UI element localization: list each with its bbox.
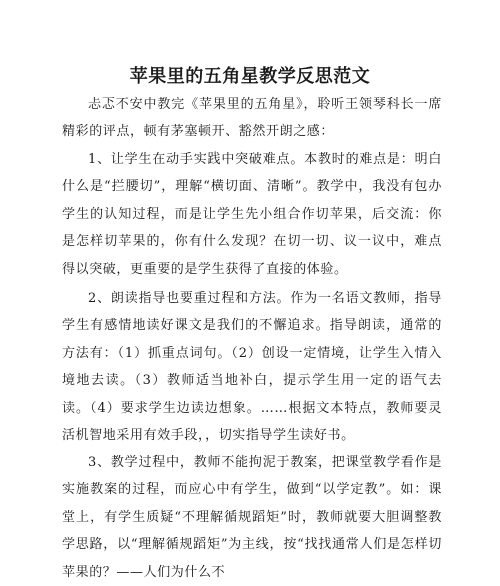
paragraph-point-3: 3、教学过程中，教师不能拘泥于教案，把课堂教学看作是实施教案的过程，而应心中有学生，做到“以学定教”。如：课堂上，有学生质疑“不理解循规蹈矩”时，教师就要大胆调整教学思路，以“理解循规蹈矩”为主线，按“找找通常人们是怎样切苹果的？——人们为什么不 <box>62 455 442 580</box>
document-title: 苹果里的五角星教学反思范文 <box>129 66 371 87</box>
paragraph-point-2: 2、朗读指导也要重过程和方法。作为一名语文教师，指导学生有感情地读好课文是我们的不懈追求。指导朗读，通常的方法有：（1）抓重点词句。（2）创设一定情境，让学生入情入境地去读。（3）教师适当地补白，提示学生用一定的语气去读。（4）要求学生边读边想象。……根据文本特点，教师要灵活机智地采用有效手段，，切实指导学生读好书。 <box>62 291 442 444</box>
paragraph-point-1: 1、让学生在动手实践中突破难点。本教时的难点是：明白什么是“拦腰切”，理解“横切面、清晰”。教学中，我没有包办学生的认知过程，而是让学生先小组合作切苹果，后交流：你是怎样切苹果的，你有什么发现？在切一切、议一议中，难点得以突破，更重要的是学生获得了直接的体验。 <box>62 152 442 277</box>
paragraph-intro: 忐忑不安中教完《苹果里的五角星》，聆听王领琴科长一席精彩的评点，顿有茅塞顿开、豁然开朗之感： <box>62 97 442 140</box>
